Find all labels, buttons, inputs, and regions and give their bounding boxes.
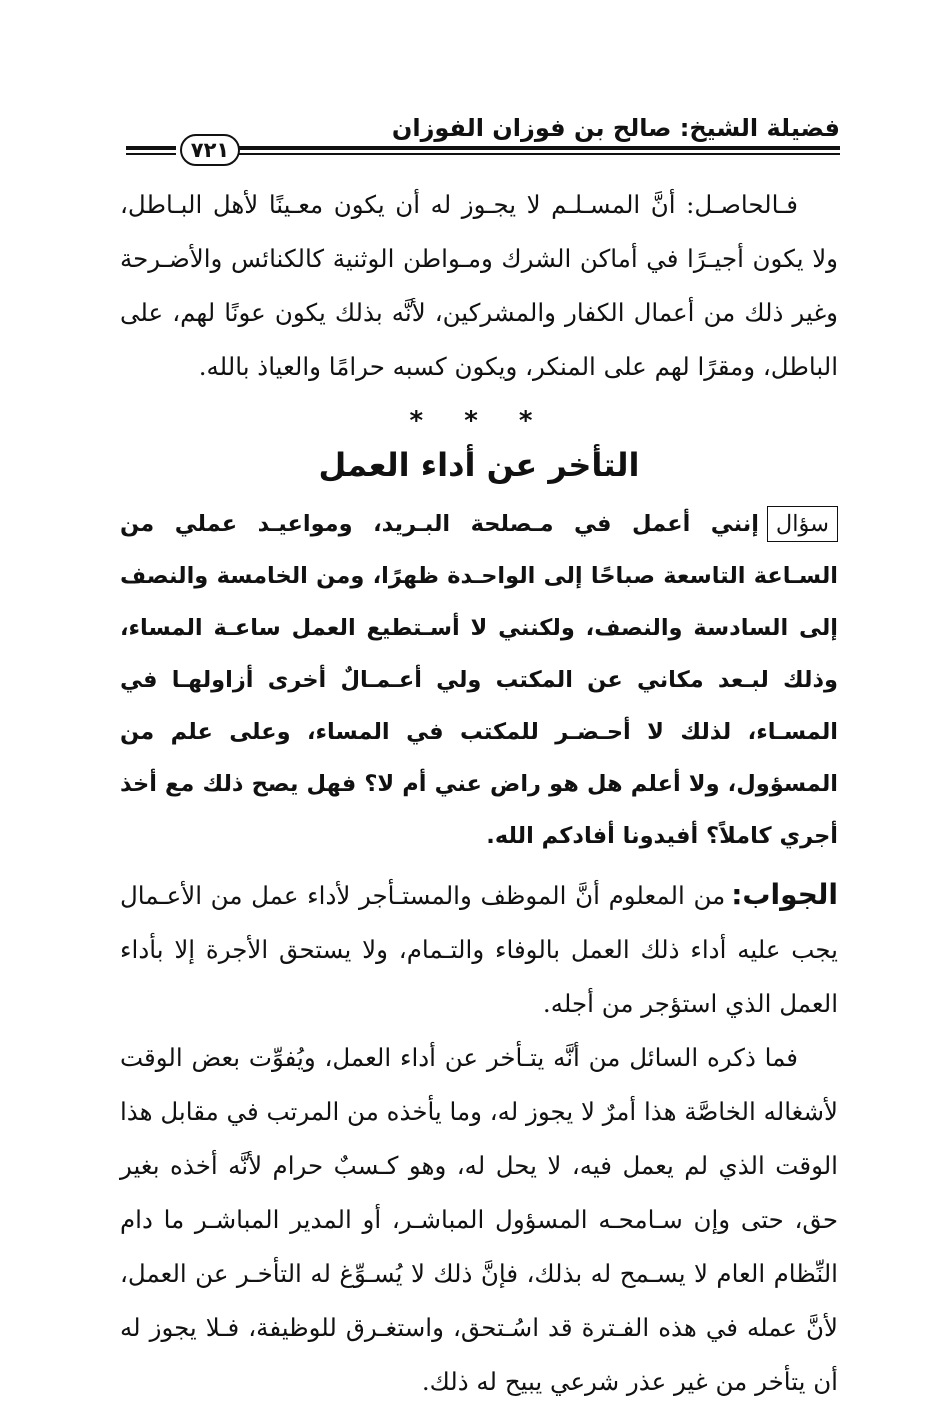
question-label: سؤال bbox=[767, 506, 838, 542]
answer-label: الجواب: bbox=[731, 878, 838, 911]
answer-block bbox=[120, 868, 838, 1031]
paragraph-ruling: فما ذكره السائل من أنَّه يتـأخر عن أداء العمل، ويُفوِّت بعض الوقت لأشغاله الخاصَّة هذا أمرٌ لا يجوز له، وما يأخذه من المرتب في مقابل هذا الوقت الذي لم يعمل فيه، لا يحل له، وهو كـسبٌ حرام لأنَّه أخذه بغير حق، حتى وإن سـامحـه المسؤول المباشـر، أو المدير المباشـر ما دام النِّظام العام لا يسـمح له بذلك، فإنَّ ذلك لا يُسـوِّغ له التأخـر عن العمل، لأنَّ عمله في هذه الفـترة قد اسُـتحق، واستغـرق للوظيفة، فـلا يجوز له أن يتأخر من غير عذر شرعي يبيح له ذلك. bbox=[120, 1043, 838, 1396]
paragraph-conclusion: فـالحاصـل: أنَّ المسـلـم لا يجـوز له أن يكون معـينًا لأهل البـاطل، ولا يكون أجيـرًا في أماكن الشرك ومـواطن الوثنية كالكنائس والأضـرحة وغير ذلك من أعمال الكفار والمشركين، لأنَّه بذلك يكون عونًا لهم، على الباطل، ومقرًا لهم على المنكر، ويكون كسبه حرامًا والعياذ بالله. bbox=[120, 190, 838, 381]
page-body bbox=[120, 178, 838, 1409]
section-separator: * * * bbox=[409, 406, 549, 436]
header-rule-left-thin bbox=[126, 153, 176, 155]
header-rule-thick bbox=[238, 146, 840, 150]
header-rule-thin bbox=[238, 153, 840, 155]
section-title: التأخر عن أداء العمل bbox=[318, 446, 640, 484]
running-title: فضيلة الشيخ: صالح بن فوزان الفوزان bbox=[391, 114, 840, 142]
header-rule-left-thick bbox=[126, 146, 176, 150]
question-block bbox=[120, 498, 838, 862]
page-header bbox=[120, 108, 840, 162]
question-text: إنني أعمل في مـصلحة البـريد، ومواعيـد عملي من السـاعة التاسعة صباحًا إلى الواحـدة ظهرًا، ومن الخامسة والنصف إلى السادسة والنصف، ولكنني لا أسـتطيع العمل ساعـة المساء، وذلك لبـعد مكاني عن المكتب ولي أعـمـالٌ أخرى أزاولهـا في المسـاء، لذلك لا أحـضـر للمكتب في المساء، وعلى علم من المسؤول، ولا أعلم هل هو راض عني أم لا؟ فهل يصح ذلك مع أخذ أجري كاملاً؟ أفيدونا أفادكم الله. bbox=[120, 511, 838, 849]
page-number-badge: ٧٢١ bbox=[180, 134, 240, 166]
answer-text: من المعلوم أنَّ الموظف والمستـأجر لأداء عمل من الأعـمال يجب عليه أداء ذلك العمل بالوفاء والتـمام، ولا يستحق الأجرة إلا بأداء العمل الذي استؤجر من أجله. bbox=[120, 881, 838, 1018]
